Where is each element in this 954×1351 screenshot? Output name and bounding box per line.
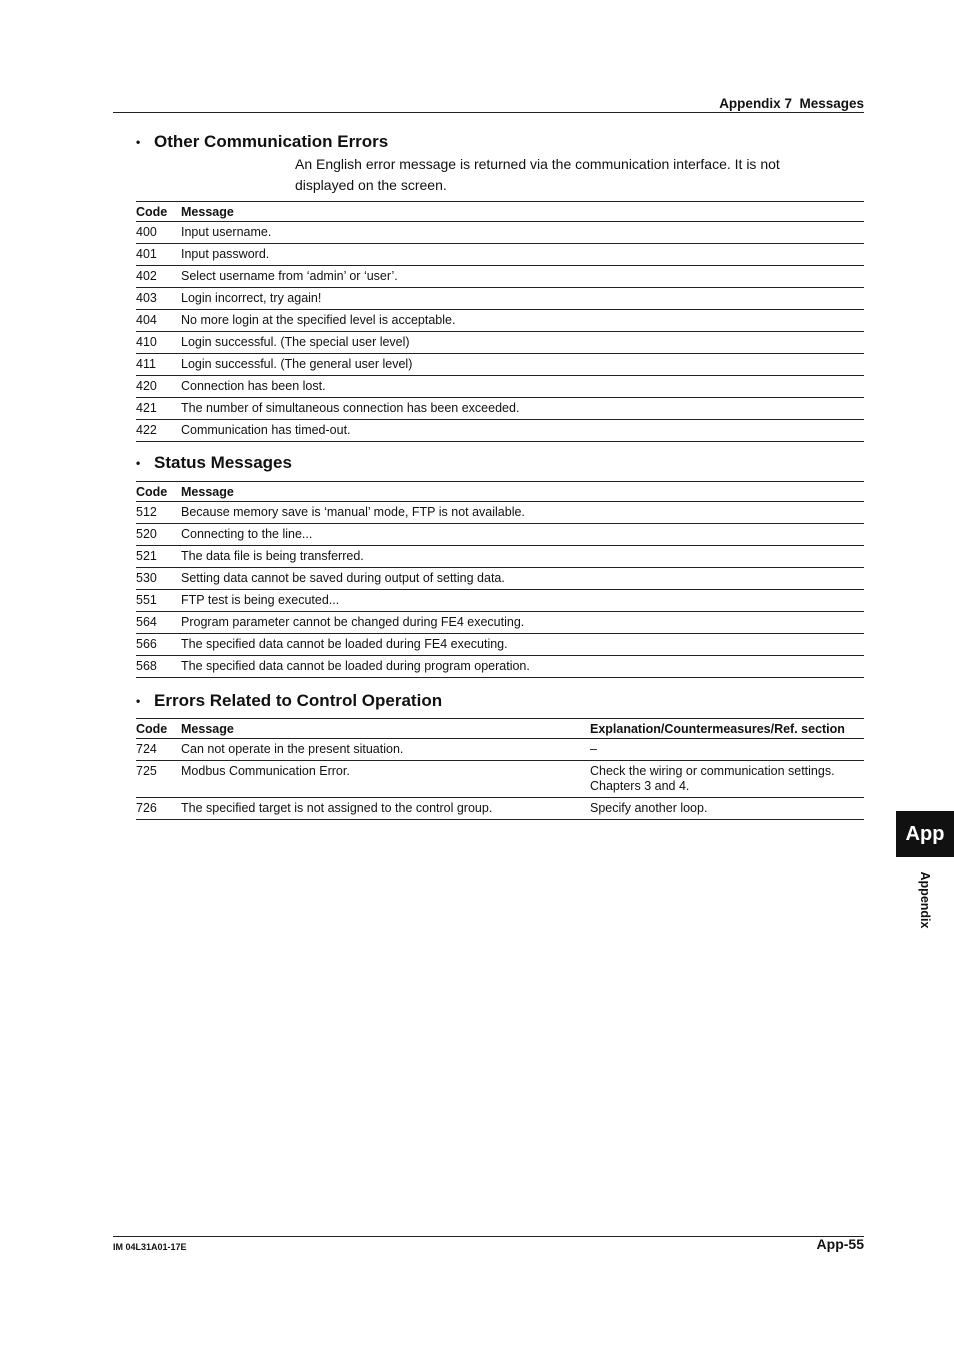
table-row: [136, 568, 864, 590]
table-row: [136, 761, 864, 798]
bullet-icon: •: [136, 456, 141, 470]
comm-errors-table: [136, 201, 864, 442]
table-row: [136, 590, 864, 612]
message-cell: The specified target is not assigned to the control group.: [181, 798, 590, 820]
table-row: [136, 656, 864, 678]
bullet-icon: •: [136, 694, 141, 708]
control-table-wrap: [136, 718, 864, 820]
code-cell: 410: [136, 332, 181, 354]
explanation-cell: Specify another loop.: [590, 798, 864, 820]
page-number: App-55: [816, 1236, 864, 1252]
code-cell: 551: [136, 590, 181, 612]
table-row: [136, 420, 864, 442]
code-cell: 401: [136, 244, 181, 266]
code-cell: 520: [136, 524, 181, 546]
message-cell: Can not operate in the present situation.: [181, 739, 590, 761]
explanation-cell: –: [590, 739, 864, 761]
code-cell: 568: [136, 656, 181, 678]
section-status-messages: [136, 452, 864, 474]
message-cell: The specified data cannot be loaded during FE4 executing.: [181, 634, 864, 656]
appendix-side-label: Appendix: [918, 871, 932, 929]
message-cell: Connecting to the line...: [181, 524, 864, 546]
running-header: Appendix 7 Messages: [719, 96, 864, 111]
table-row: [136, 376, 864, 398]
section-communication-errors: [136, 131, 864, 153]
table-row: [136, 288, 864, 310]
message-cell: Login successful. (The special user level): [181, 332, 864, 354]
code-cell: 724: [136, 739, 181, 761]
code-cell: 404: [136, 310, 181, 332]
column-header-message: Message: [181, 482, 864, 502]
message-cell: Select username from ‘admin’ or ‘user’.: [181, 266, 864, 288]
table-row: [136, 266, 864, 288]
message-cell: Input username.: [181, 222, 864, 244]
code-cell: 422: [136, 420, 181, 442]
column-header-code: Code: [136, 202, 181, 222]
message-cell: The data file is being transferred.: [181, 546, 864, 568]
control-errors-table: [136, 718, 864, 820]
message-cell: No more login at the specified level is acceptable.: [181, 310, 864, 332]
table-row: [136, 612, 864, 634]
table-row: [136, 798, 864, 820]
message-cell: Connection has been lost.: [181, 376, 864, 398]
comm-errors-table-wrap: [136, 201, 864, 442]
section-title: Status Messages: [154, 453, 292, 472]
message-cell: The number of simultaneous connection has been exceeded.: [181, 398, 864, 420]
table-row: [136, 502, 864, 524]
bullet-icon: •: [136, 135, 141, 149]
column-header-message: Message: [181, 719, 590, 739]
code-cell: 512: [136, 502, 181, 524]
section-intro: An English error message is returned via the communication interface. It is not displayed on the screen.: [295, 156, 780, 193]
section-title: Errors Related to Control Operation: [154, 691, 443, 710]
table-row: [136, 332, 864, 354]
message-cell: Login incorrect, try again!: [181, 288, 864, 310]
code-cell: 521: [136, 546, 181, 568]
message-cell: The specified data cannot be loaded during program operation.: [181, 656, 864, 678]
table-row: [136, 398, 864, 420]
code-cell: 420: [136, 376, 181, 398]
code-cell: 564: [136, 612, 181, 634]
status-table-wrap: [136, 481, 864, 678]
code-cell: 726: [136, 798, 181, 820]
message-cell: Communication has timed-out.: [181, 420, 864, 442]
code-cell: 530: [136, 568, 181, 590]
table-row: [136, 354, 864, 376]
document-id: IM 04L31A01-17E: [113, 1242, 187, 1252]
code-cell: 566: [136, 634, 181, 656]
section-title: Other Communication Errors: [154, 132, 389, 151]
appendix-tab: App: [896, 811, 954, 857]
table-row: [136, 244, 864, 266]
footer-rule: [113, 1236, 864, 1237]
message-cell: Login successful. (The general user level): [181, 354, 864, 376]
message-cell: Modbus Communication Error.: [181, 761, 590, 798]
table-row: [136, 524, 864, 546]
code-cell: 403: [136, 288, 181, 310]
message-cell: Input password.: [181, 244, 864, 266]
message-cell: Because memory save is ‘manual’ mode, FTP is not available.: [181, 502, 864, 524]
header-rule: [113, 112, 864, 113]
status-messages-table: [136, 481, 864, 678]
code-cell: 421: [136, 398, 181, 420]
column-header-code: Code: [136, 719, 181, 739]
message-cell: Program parameter cannot be changed during FE4 executing.: [181, 612, 864, 634]
code-cell: 400: [136, 222, 181, 244]
section-control-errors: [136, 690, 864, 712]
table-row: [136, 310, 864, 332]
message-cell: FTP test is being executed...: [181, 590, 864, 612]
table-row: [136, 546, 864, 568]
explanation-cell: Check the wiring or communication settings. Chapters 3 and 4.: [590, 761, 864, 798]
code-cell: 725: [136, 761, 181, 798]
code-cell: 402: [136, 266, 181, 288]
table-row: [136, 739, 864, 761]
column-header-message: Message: [181, 202, 864, 222]
table-row: [136, 222, 864, 244]
code-cell: 411: [136, 354, 181, 376]
column-header-code: Code: [136, 482, 181, 502]
table-row: [136, 634, 864, 656]
message-cell: Setting data cannot be saved during output of setting data.: [181, 568, 864, 590]
column-header-explanation: Explanation/Countermeasures/Ref. section: [590, 719, 864, 739]
